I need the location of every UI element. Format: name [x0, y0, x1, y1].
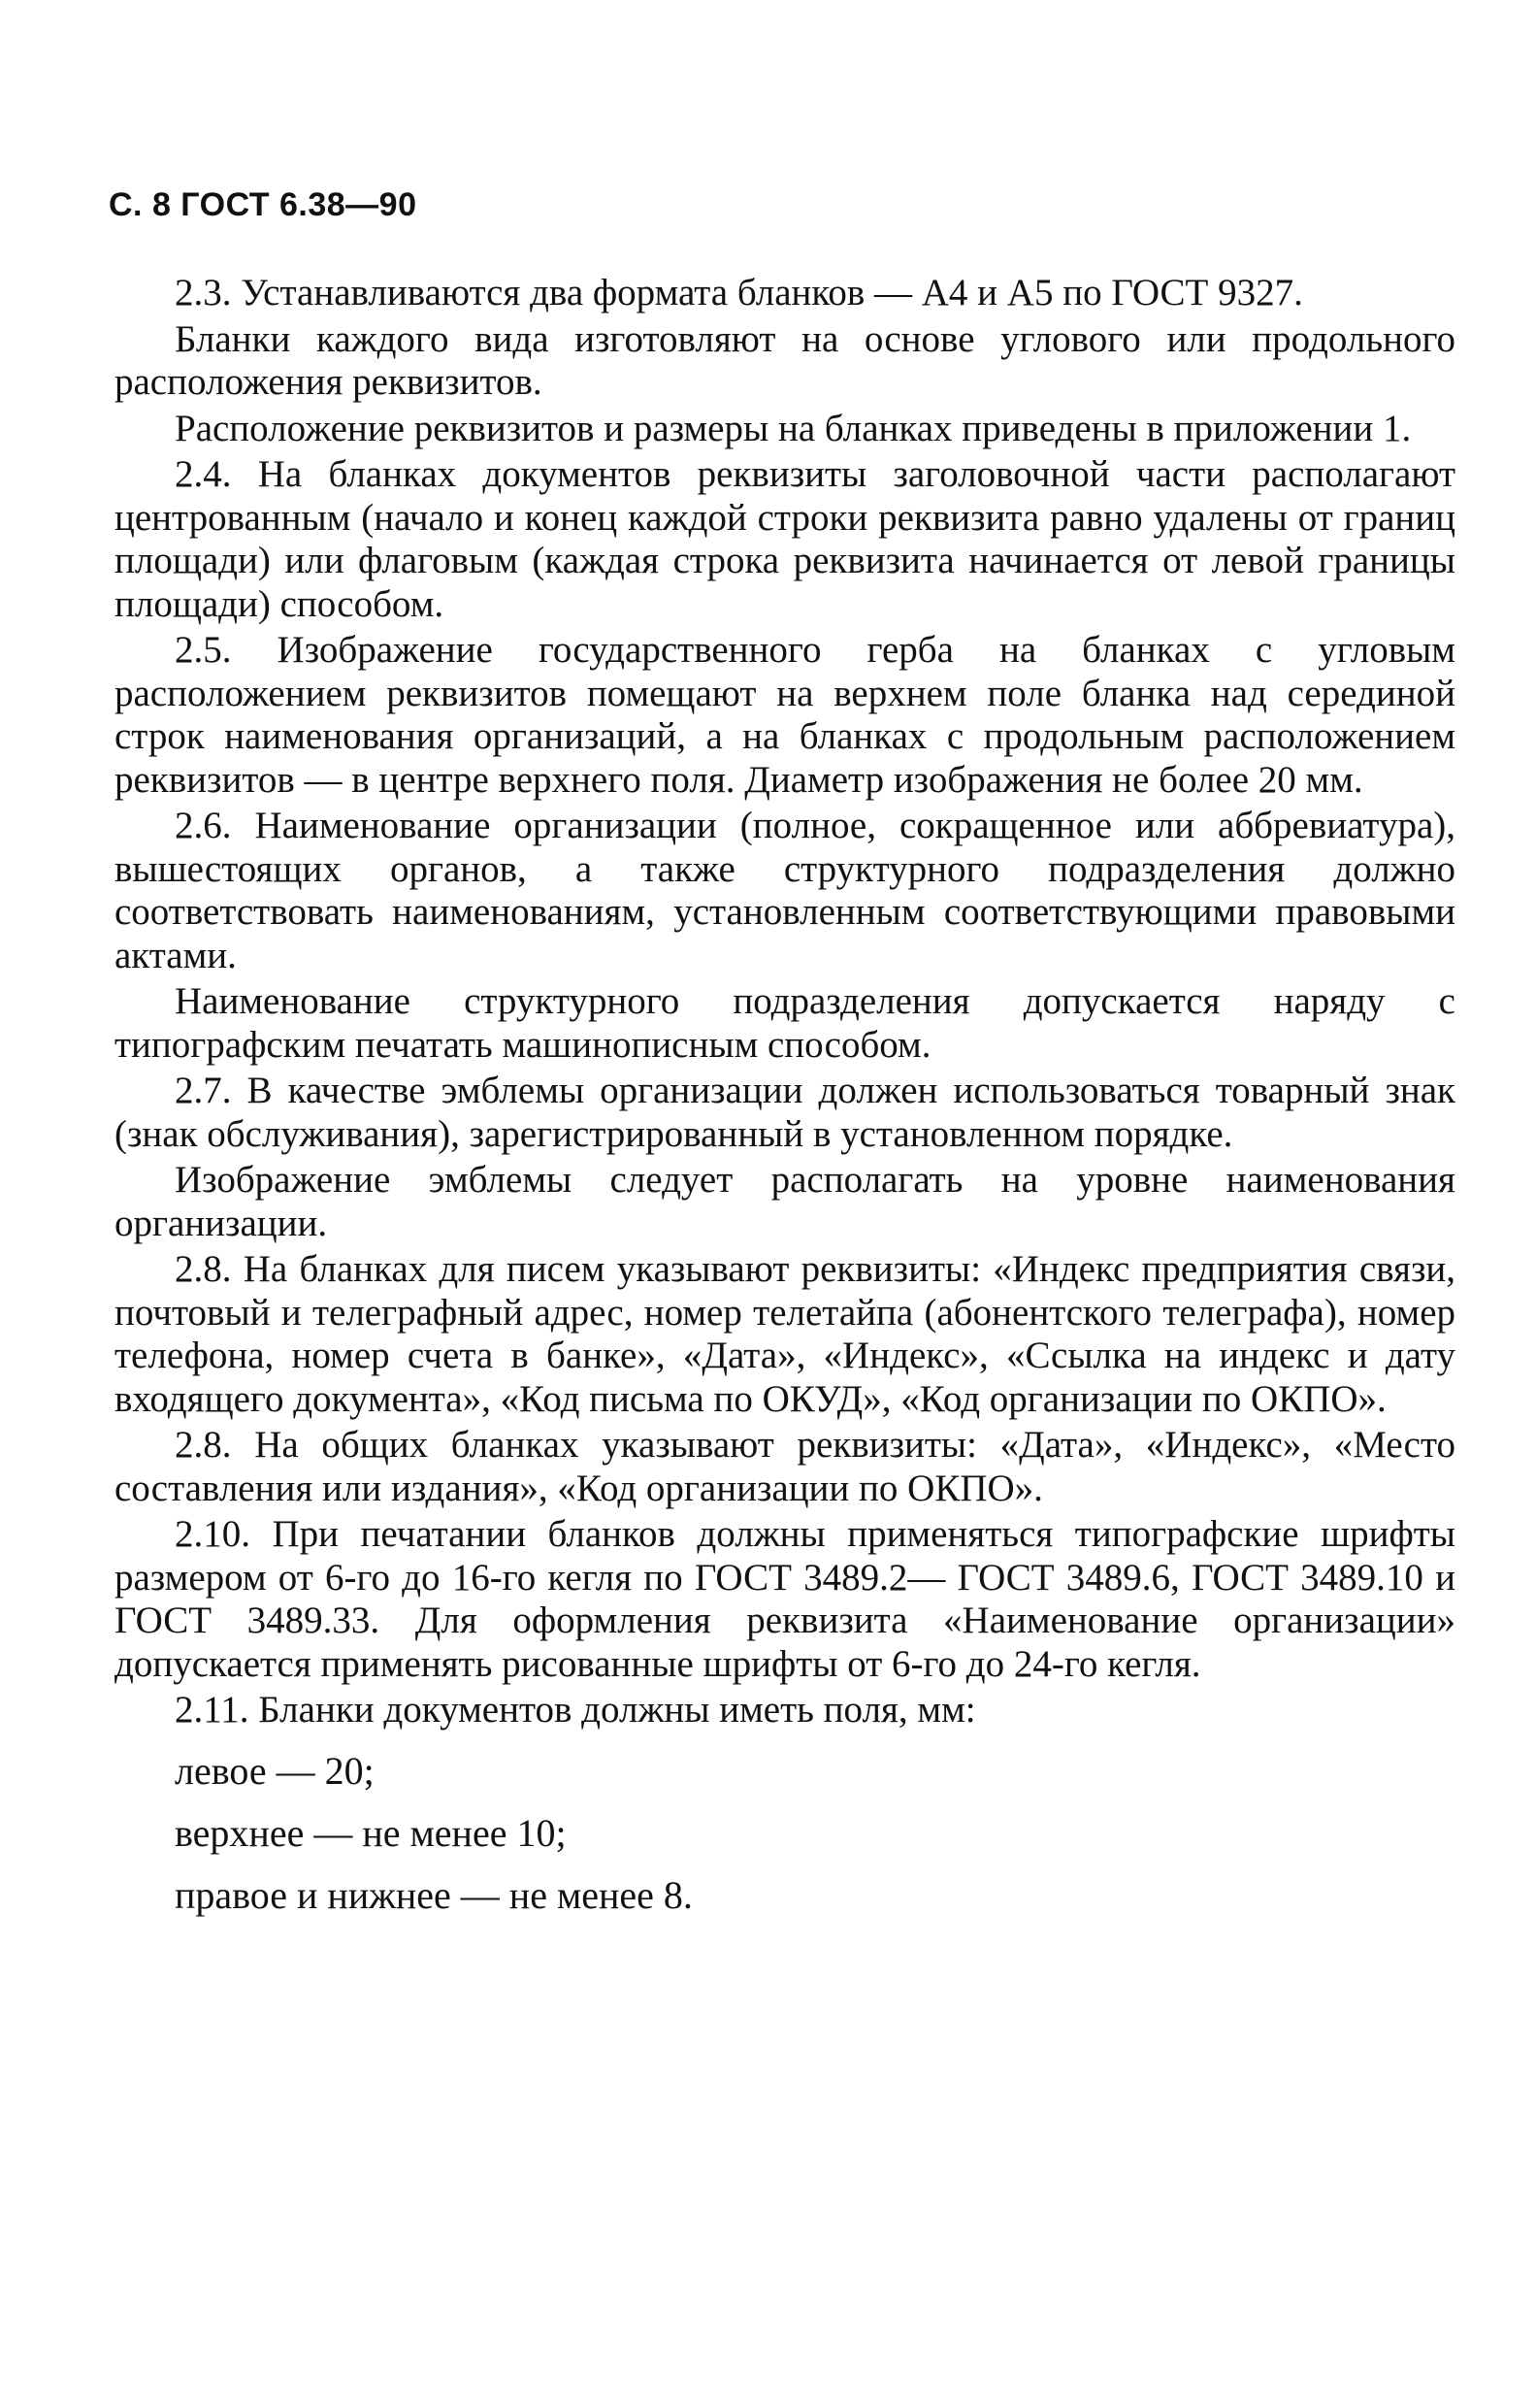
running-head: С. 8 ГОСТ 6.38—90: [109, 186, 417, 223]
paragraph-2-10: 2.10. При печатании бланков должны применяться типографские шрифты размером от 6-го до 16-го кегля по ГОСТ 3489.2— ГОСТ 3489.6, ГОСТ 3489.10 и ГОСТ 3489.33. Для оформления реквизита «Наименование организации» допускается применять рисованные шрифты от 6-го до 24-го кегля.: [114, 1513, 1455, 1685]
margins-list: [114, 1746, 1455, 1921]
paragraph-2-7: 2.7. В качестве эмблемы организации должен использоваться товарный знак (знак обслуживания), зарегистрированный в установленном порядке.: [114, 1070, 1455, 1155]
paragraph-2-8-general: 2.8. На общих бланках указывают реквизиты: «Дата», «Индекс», «Место составления или издания», «Код организации по ОКПО».: [114, 1424, 1455, 1509]
margin-left-item: левое — 20;: [175, 1748, 375, 1793]
paragraph-2-8-letters: 2.8. На бланках для писем указывают реквизиты: «Индекс предприятия связи, почтовый и телеграфный адрес, номер телетайпа (абонентского телеграфа), номер телефона, номер счета в банке», «Дата», «Индекс», «Ссылка на индекс и дату входящего документа», «Код письма по ОКУД», «Код организации по ОКПО».: [114, 1248, 1455, 1420]
paragraph-2-6: 2.6. Наименование организации (полное, сокращенное или аббревиатура), вышестоящих органов, а также структурного подразделения должно соответствовать наименованиям, установленным соответствующими правовыми актами.: [114, 805, 1455, 976]
paragraph-2-3: 2.3. Устанавливаются два формата бланков — А4 и А5 по ГОСТ 9327.: [175, 272, 1303, 313]
paragraph-2-11: 2.11. Бланки документов должны иметь поля, мм:: [175, 1689, 976, 1731]
paragraph-layout-appendix: Расположение реквизитов и размеры на бланках приведены в приложении 1.: [175, 407, 1412, 449]
margin-top-item: верхнее — не менее 10;: [175, 1810, 567, 1855]
paragraph-structural-unit: Наименование структурного подразделения допускается наряду с типографским печатать машинописным способом.: [114, 980, 1455, 1066]
paragraph-emblem-placement: Изображение эмблемы следует располагать на уровне наименования организации.: [114, 1159, 1455, 1244]
paragraph-2-4: 2.4. На бланках документов реквизиты заголовочной части располагают центрованным (начало и конец каждой строки реквизита равно удалены от границ площади) или флаговым (каждая строка реквизита начинается от левой границы площади) способом.: [114, 453, 1455, 625]
paragraph-2-5: 2.5. Изображение государственного герба на бланках с угловым расположением реквизитов помещают на верхнем поле бланка над серединой строк наименования организаций, а на бланках с продольным расположением реквизитов — в центре верхнего поля. Диаметр изображения не более 20 мм.: [114, 629, 1455, 801]
margin-right-bottom-item: правое и нижнее — не менее 8.: [175, 1872, 693, 1917]
paragraph-blank-types: Бланки каждого вида изготовляют на основе углового или продольного расположения реквизитов.: [114, 317, 1455, 403]
document-body: [114, 272, 1455, 1932]
